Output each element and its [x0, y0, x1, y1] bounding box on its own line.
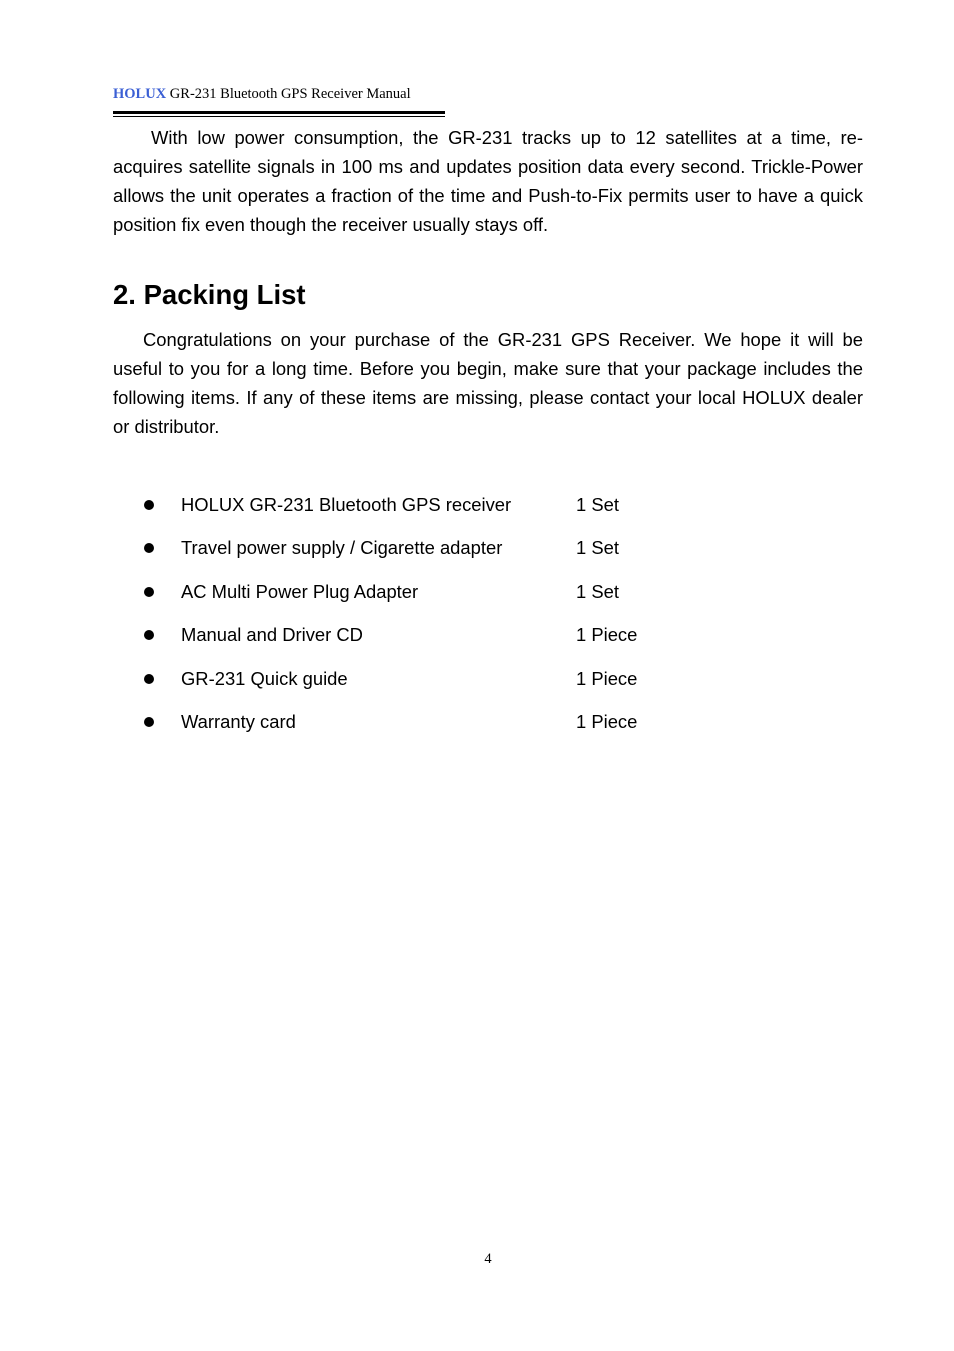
- bullet-icon: [144, 674, 154, 684]
- item-name: AC Multi Power Plug Adapter: [181, 580, 419, 602]
- bullet-icon: [144, 630, 154, 640]
- item-quantity: 1 Piece: [576, 624, 638, 646]
- intro-paragraph: With low power consumption, the GR-231 tracks up to 12 satellites at a time, re-acquires satellite signals in 100 ms and updates position data every second. Trickle-Power allows the unit operates a fraction of the time and Push-to-Fix permits user to have a quick position fix even though the receiver usually stays off.: [113, 127, 863, 235]
- item-name: Travel power supply / Cigarette adapter: [181, 537, 503, 559]
- list-item: [140, 620, 700, 663]
- list-item: [140, 490, 700, 533]
- item-quantity: 1 Piece: [576, 710, 638, 732]
- manual-title: GR-231 Bluetooth GPS Receiver Manual: [169, 86, 411, 102]
- item-quantity: 1 Piece: [576, 667, 638, 689]
- item-quantity: 1 Set: [576, 580, 619, 602]
- item-quantity: 1 Set: [576, 494, 619, 515]
- page-header: [113, 86, 445, 103]
- header-rule: [113, 111, 445, 114]
- list-item: [140, 664, 700, 707]
- page-number: 4: [484, 1251, 492, 1267]
- bullet-icon: [144, 587, 154, 597]
- bullet-icon: [144, 500, 154, 510]
- list-item: [140, 707, 700, 750]
- brand-name: HOLUX: [113, 86, 167, 102]
- item-name: Manual and Driver CD: [181, 624, 363, 646]
- packing-list: [140, 490, 700, 750]
- item-name: GR-231 Quick guide: [181, 667, 348, 689]
- item-name: Warranty card: [181, 710, 296, 732]
- bullet-icon: [144, 543, 154, 553]
- item-name: HOLUX GR-231 Bluetooth GPS receiver: [181, 494, 512, 515]
- list-item: [140, 577, 700, 620]
- list-item: [140, 533, 700, 576]
- item-quantity: 1 Set: [576, 537, 619, 559]
- section-title: 2. Packing List: [113, 279, 306, 310]
- packing-paragraph: Congratulations on your purchase of the GR-231 GPS Receiver. We hope it will be useful to you for a long time. Before you begin, make sure that your package includes the following items. If any of these items are missing, please contact your local HOLUX dealer or distributor.: [113, 329, 863, 437]
- header-rule-thin: [113, 116, 445, 117]
- bullet-icon: [144, 717, 154, 727]
